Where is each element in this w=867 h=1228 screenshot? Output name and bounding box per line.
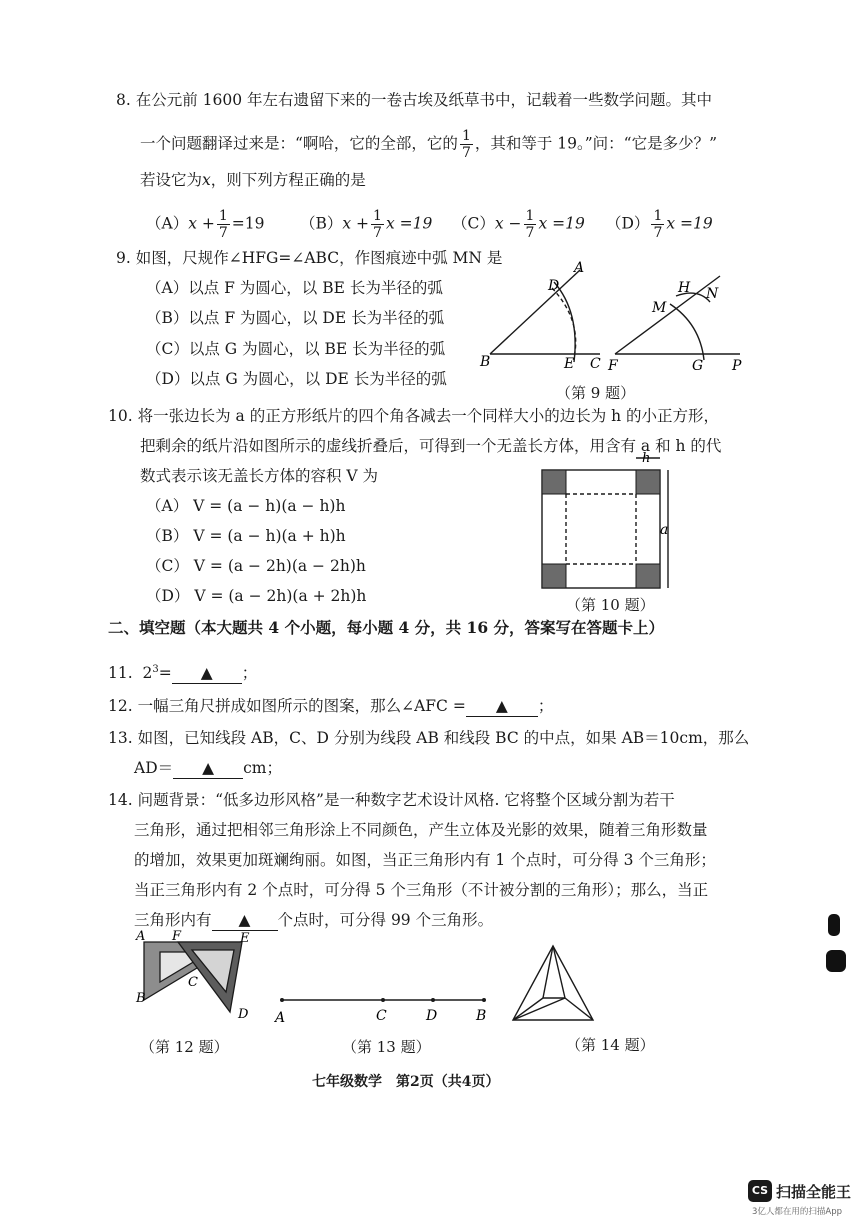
label-d: D <box>238 1007 249 1022</box>
q10-caption: （第 10 题） <box>566 596 655 614</box>
q8-line1: 8. 在公元前 1600 年左右遗留下来的一卷古埃及纸草书中，记载着一些数学问题。其中 <box>116 91 713 109</box>
q14-caption: （第 14 题） <box>566 1036 655 1054</box>
q14-line1: 14. 问题背景：“低多边形风格”是一种数字艺术设计风格. 它将整个区域分割为若干 <box>108 791 675 809</box>
q14-line4: 当正三角形内有 2 个点时，可分得 5 个三角形（不计被分割的三角形）；那么，当正 <box>134 881 709 899</box>
label-d: D <box>548 278 560 294</box>
q12-figure <box>130 928 260 1026</box>
cs-logo-icon: CS <box>748 1180 772 1202</box>
answer-blank: ▲ <box>172 663 242 684</box>
answer-blank: ▲ <box>466 696 538 717</box>
q8-option-b: （B）x + $\frac{1}{7}$ x =19 <box>300 208 433 241</box>
scan-mark <box>828 914 840 936</box>
q10-line2: 把剩余的纸片沿如图所示的虚线折叠后，可得到一个无盖长方体，用含有 a 和 h 的代 <box>140 437 722 455</box>
q12: 12. 一幅三角尺拼成如图所示的图案，那么∠AFC = ▲ ； <box>108 697 554 715</box>
label-m: M <box>652 300 667 316</box>
answer-blank: ▲ <box>212 910 278 931</box>
q10-line3: 数式表示该无盖长方体的容积 V 为 <box>140 467 379 485</box>
q10-option-c: （C） V = (a − 2h)(a − 2h)h <box>146 557 366 575</box>
page-footer: 七年级数学 第2页（共4页） <box>312 1074 500 1090</box>
q14-line5: 三角形内有 ▲ 个点时，可分得 99 个三角形。 <box>134 911 494 929</box>
label-b: B <box>136 991 146 1006</box>
q10-option-d: （D） V = (a − 2h)(a + 2h)h <box>146 587 367 605</box>
label-d: D <box>426 1008 438 1024</box>
q14-line2: 三角形，通过把相邻三角形涂上不同颜色，产生立体及光影的效果，随着三角形数量 <box>134 821 708 839</box>
label-e: E <box>240 931 250 946</box>
label-a: A <box>136 929 146 944</box>
q9-option-d: （D）以点 G 为圆心，以 DE 长为半径的弧 <box>146 370 447 388</box>
label-f: F <box>172 929 182 944</box>
fraction: $\frac{1}{7}$ <box>461 128 471 161</box>
label-a: A <box>574 260 585 276</box>
q13-line1: 13. 如图，已知线段 AB，C、D 分别为线段 AB 和线段 BC 的中点，如果 AB＝10cm，那么 <box>108 729 750 747</box>
label-e: E <box>564 356 575 372</box>
q9-caption: （第 9 题） <box>556 384 636 402</box>
answer-blank: ▲ <box>173 758 243 779</box>
q9-figure <box>470 258 760 378</box>
q10-option-b: （B） V = (a − h)(a + h)h <box>146 527 346 545</box>
label-b: B <box>476 1008 487 1024</box>
label-c: C <box>188 975 198 990</box>
q8-option-d: （D） $\frac{1}{7}$ x =19 <box>606 208 713 241</box>
q14-line3: 的增加，效果更加斑斓绚丽。如图，当正三角形内有 1 个点时，可分得 3 个三角形； <box>134 851 716 869</box>
q9-option-b: （B）以点 F 为圆心，以 DE 长为半径的弧 <box>146 309 445 327</box>
q14-figure <box>505 940 605 1028</box>
watermark-subtitle: 3亿人都在用的扫描App <box>752 1207 843 1217</box>
scan-mark <box>826 950 846 972</box>
label-c: C <box>376 1008 387 1024</box>
q8-option-a: （A）x + $\frac{1}{7}$ =19 <box>146 208 265 241</box>
label-h: H <box>678 280 691 296</box>
q10-figure <box>530 448 680 596</box>
q13-figure <box>268 990 500 1028</box>
q13-line2: AD＝ ▲ cm； <box>134 759 283 777</box>
q10-option-a: （A） V = (a − h)(a − h)h <box>146 497 346 515</box>
label-a: a <box>660 522 669 538</box>
label-h: h <box>642 451 651 466</box>
q11: 11. $2^3=$ ▲ ； <box>108 664 258 683</box>
label-a: A <box>275 1010 286 1026</box>
watermark-name: 扫描全能王 <box>776 1183 852 1201</box>
q13-caption: （第 13 题） <box>342 1038 431 1056</box>
label-c: C <box>590 356 601 372</box>
q8-line2: 一个问题翻译过来是：“啊哈，它的全部，它的 $\frac{1}{7}$ ，其和等于 19。”问：“它是多少？” <box>140 128 718 161</box>
label-n: N <box>706 286 719 302</box>
label-b: B <box>480 354 491 370</box>
label-g: G <box>692 358 704 374</box>
q12-caption: （第 12 题） <box>140 1038 229 1056</box>
q9-option-c: （C）以点 G 为圆心，以 BE 长为半径的弧 <box>146 340 446 358</box>
q9-option-a: （A）以点 F 为圆心，以 BE 长为半径的弧 <box>146 279 443 297</box>
q10-line1: 10. 将一张边长为 a 的正方形纸片的四个角各减去一个同样大小的边长为 h 的小正方形， <box>108 407 720 425</box>
section-2-heading: 二、填空题（本大题共 4 个小题，每小题 4 分，共 16 分，答案写在答题卡上） <box>108 618 665 637</box>
q8-line3: 若设它为x，则下列方程正确的是 <box>140 171 366 189</box>
label-f: F <box>608 358 618 374</box>
scanner-watermark <box>748 1180 860 1220</box>
q8-option-c: （C）x − $\frac{1}{7}$ x =19 <box>452 208 585 241</box>
q9-stem: 9. 如图，尺规作∠HFG=∠ABC，作图痕迹中弧 MN 是 <box>116 249 503 267</box>
label-p: P <box>732 358 742 374</box>
